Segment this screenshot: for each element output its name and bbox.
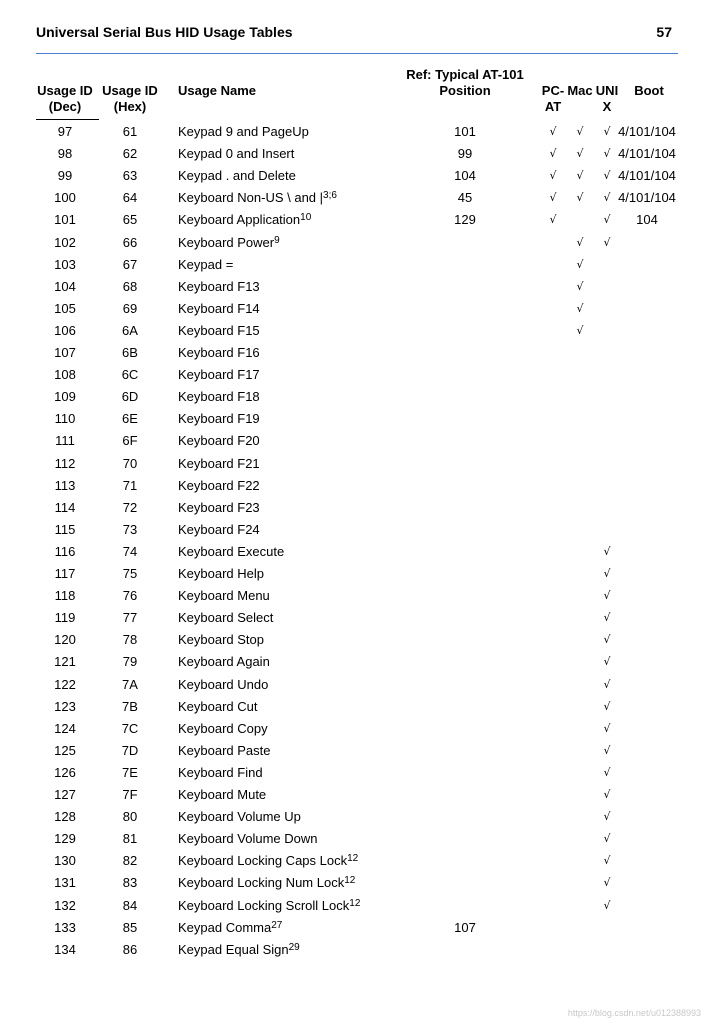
footnote-ref: 3;6 (323, 190, 337, 202)
unix-check: √ (603, 721, 611, 735)
usage-id-hex: 66 (122, 234, 138, 250)
usage-id-dec: 123 (54, 698, 76, 714)
usage-id-hex: 83 (122, 875, 138, 891)
mac-check: √ (576, 301, 584, 315)
usage-name: Keypad 9 and PageUp (178, 124, 309, 139)
usage-id-dec: 109 (54, 389, 76, 405)
table-row (0, 189, 709, 211)
pc-at-check: √ (549, 213, 557, 227)
mac-check: √ (576, 279, 584, 293)
usage-id-dec: 132 (54, 897, 76, 913)
usage-id-dec: 98 (57, 146, 73, 162)
usage-id-hex: 62 (122, 146, 138, 162)
table-row (0, 609, 709, 631)
usage-name: Keyboard Application$^{10}$ (178, 212, 312, 228)
usage-id-hex: 73 (122, 521, 138, 537)
usage-id-dec: 104 (54, 278, 76, 294)
usage-name: Keyboard Power$^9$ (178, 234, 280, 250)
table-row (0, 742, 709, 764)
table-row (0, 897, 709, 919)
boot-value: 4/101/104 (618, 124, 676, 139)
header-ref-position: Ref: Typical AT-101 Position (406, 67, 524, 98)
ref-position: 104 (454, 168, 476, 184)
usage-name: Keyboard Paste (178, 742, 271, 758)
table-row (0, 145, 709, 167)
header-pc-at: PC- AT (541, 83, 565, 114)
usage-name: Keyboard Execute (178, 543, 285, 559)
table-row (0, 786, 709, 808)
usage-name: Keyboard F14 (178, 300, 260, 316)
usage-name: Keypad . and Delete (178, 168, 296, 184)
table-row (0, 543, 709, 565)
usage-id-dec: 105 (54, 300, 76, 316)
page-header (36, 24, 674, 44)
pc-at-check: √ (549, 125, 557, 138)
boot-value: 4/101/104 (618, 168, 676, 184)
usage-name: Keyboard Select (178, 610, 274, 626)
header-unix: UNI X (595, 83, 619, 114)
usage-id-hex: 82 (122, 853, 138, 869)
table-row (0, 432, 709, 454)
usage-id-hex: 6C (121, 367, 139, 383)
ref-position: 129 (454, 212, 476, 228)
watermark: https://blog.csdn.net/u012388993 (567, 1008, 701, 1018)
usage-id-dec: 107 (54, 345, 76, 360)
usage-id-dec: 126 (54, 764, 76, 780)
unix-check: √ (603, 611, 611, 625)
table-row (0, 587, 709, 609)
footnote-ref: 27 (271, 919, 283, 931)
usage-id-dec: 134 (54, 941, 76, 957)
usage-name: Keypad = (178, 256, 234, 272)
unix-check: √ (603, 125, 611, 138)
usage-name: Keyboard F24 (178, 521, 260, 537)
usage-id-dec: 100 (54, 190, 76, 206)
usage-id-dec: 106 (54, 322, 76, 338)
usage-id-hex: 6B (122, 345, 138, 360)
table-row (0, 874, 709, 896)
usage-id-hex: 61 (122, 124, 138, 139)
usage-name: Keyboard Cut (178, 698, 258, 714)
table-row (0, 698, 709, 720)
usage-name: Keypad Comma$^{27}$ (178, 919, 283, 935)
usage-id-dec: 112 (54, 455, 76, 471)
usage-id-hex: 6A (122, 322, 138, 338)
table-row (0, 455, 709, 477)
usage-id-hex: 65 (122, 212, 138, 228)
unix-check: √ (603, 876, 611, 890)
mac-check: √ (576, 147, 584, 161)
usage-id-dec: 101 (54, 212, 76, 228)
usage-name: Keyboard Locking Scroll Lock$^{12}$ (178, 897, 361, 913)
usage-id-hex: 74 (122, 543, 138, 559)
usage-id-dec: 130 (54, 853, 76, 869)
usage-id-dec: 129 (54, 831, 76, 847)
usage-id-dec: 117 (54, 566, 76, 581)
header-usage-id-dec: Usage ID (Dec) (37, 83, 93, 114)
table-row (0, 366, 709, 388)
usage-name: Keyboard F22 (178, 477, 260, 493)
usage-name: Keyboard Volume Down (178, 831, 318, 847)
usage-id-hex: 7E (122, 764, 138, 780)
usage-name: Keyboard Help (178, 566, 264, 581)
usage-id-dec: 114 (54, 499, 76, 515)
unix-check: √ (603, 832, 611, 846)
unix-check: √ (603, 655, 611, 669)
usage-id-hex: 67 (122, 256, 138, 272)
pc-at-check: √ (549, 147, 557, 161)
ref-position: 101 (454, 124, 476, 139)
table-row (0, 521, 709, 543)
pc-at-check: √ (549, 191, 557, 205)
table-row (0, 941, 709, 963)
table-row (0, 565, 709, 587)
unix-check: √ (603, 235, 611, 249)
boot-value: 104 (636, 212, 658, 228)
usage-id-dec: 125 (54, 742, 76, 758)
table-row (0, 808, 709, 830)
table-row (0, 278, 709, 300)
usage-id-dec: 111 (55, 433, 75, 449)
mac-check: √ (576, 257, 584, 271)
usage-id-hex: 64 (122, 190, 138, 206)
usage-name: Keypad Equal Sign$^{29}$ (178, 941, 300, 957)
usage-name: Keyboard Volume Up (178, 809, 301, 825)
usage-id-hex: 7B (122, 698, 138, 714)
usage-id-dec: 103 (54, 256, 76, 272)
footnote-ref: 9 (274, 234, 280, 246)
usage-id-dec: 127 (54, 787, 76, 802)
table-row (0, 256, 709, 278)
unix-check: √ (603, 788, 611, 801)
usage-id-dec: 97 (57, 124, 73, 139)
unix-check: √ (603, 147, 611, 161)
usage-name: Keyboard Non-US \ and $|^{3;6}$ (178, 190, 337, 206)
usage-name: Keyboard Copy (178, 720, 268, 736)
unix-check: √ (603, 743, 611, 757)
usage-name: Keyboard F15 (178, 322, 260, 338)
usage-id-hex: 75 (122, 566, 138, 581)
usage-id-hex: 6D (121, 389, 139, 405)
usage-id-dec: 131 (54, 875, 76, 891)
table-row (0, 410, 709, 432)
table-row (0, 300, 709, 322)
usage-id-hex: 70 (122, 455, 138, 471)
table-row (0, 388, 709, 410)
usage-id-hex: 86 (122, 941, 138, 957)
usage-id-hex: 68 (122, 278, 138, 294)
usage-name: Keyboard F16 (178, 345, 260, 360)
table-row (0, 123, 709, 145)
footnote-ref: 12 (344, 875, 356, 887)
usage-id-hex: 7D (121, 742, 139, 758)
unix-check: √ (603, 677, 611, 691)
usage-id-hex: 78 (122, 632, 138, 648)
mac-check: √ (576, 169, 584, 183)
table-row (0, 322, 709, 344)
ref-position: 99 (457, 146, 473, 162)
usage-name: Keyboard Mute (178, 787, 267, 802)
unix-check: √ (603, 169, 611, 183)
usage-name: Keyboard F23 (178, 499, 260, 515)
unix-check: √ (603, 898, 611, 912)
usage-name: Keyboard Undo (178, 676, 269, 692)
usage-id-hex: 6E (122, 411, 138, 427)
usage-name: Keyboard F17 (178, 367, 260, 383)
header-boot: Boot (634, 83, 664, 98)
usage-id-hex: 6F (122, 433, 138, 449)
ref-position: 107 (454, 919, 476, 935)
header-usage-id-hex: Usage ID (Hex) (102, 83, 158, 114)
table-row (0, 919, 709, 941)
unix-check: √ (603, 765, 611, 779)
usage-name: Keyboard F20 (178, 433, 260, 449)
usage-name: Keyboard F18 (178, 389, 260, 405)
header-mac: Mac (567, 83, 593, 98)
usage-id-dec: 119 (54, 610, 76, 626)
usage-id-dec: 110 (54, 411, 76, 427)
page-number: 57 (656, 24, 672, 40)
usage-id-dec: 121 (54, 654, 76, 670)
mac-check: √ (576, 191, 584, 205)
usage-id-hex: 7A (122, 676, 138, 692)
usage-id-dec: 120 (54, 632, 76, 648)
unix-check: √ (603, 633, 611, 647)
ref-position: 45 (457, 190, 473, 206)
usage-id-hex: 69 (122, 300, 138, 316)
header-rule (36, 53, 678, 54)
usage-id-dec: 113 (54, 477, 76, 493)
usage-id-hex: 81 (122, 831, 138, 847)
table-row (0, 764, 709, 786)
usage-id-hex: 72 (122, 499, 138, 515)
usage-id-dec: 116 (54, 543, 76, 559)
unix-check: √ (603, 854, 611, 868)
usage-id-dec: 133 (54, 919, 76, 935)
usage-id-dec: 118 (54, 588, 76, 604)
table-row (0, 830, 709, 852)
footnote-ref: 10 (300, 212, 312, 224)
table-row (0, 676, 709, 698)
table-row (0, 653, 709, 675)
pc-at-check: √ (549, 169, 557, 183)
usage-id-hex: 79 (122, 654, 138, 670)
document-title: Universal Serial Bus HID Usage Tables (36, 24, 293, 40)
table-row (0, 344, 709, 366)
table-row (0, 631, 709, 653)
usage-name: Keyboard F19 (178, 411, 260, 427)
usage-id-dec: 99 (57, 168, 73, 184)
footnote-ref: 12 (347, 853, 359, 865)
table-row (0, 852, 709, 874)
footnote-ref: 12 (349, 897, 361, 909)
unix-check: √ (603, 213, 611, 227)
usage-name: Keyboard Again (178, 654, 270, 670)
usage-name: Keyboard Stop (178, 632, 265, 648)
unix-check: √ (603, 810, 611, 824)
usage-name: Keyboard Find (178, 764, 263, 780)
usage-id-hex: 7F (122, 787, 138, 802)
usage-id-hex: 76 (122, 588, 138, 604)
table-row (0, 477, 709, 499)
table-row (0, 499, 709, 521)
boot-value: 4/101/104 (618, 190, 676, 206)
usage-id-hex: 80 (122, 809, 138, 825)
usage-id-dec: 108 (54, 367, 76, 383)
usage-id-hex: 77 (122, 610, 138, 626)
usage-name: Keyboard Locking Num Lock$^{12}$ (178, 875, 356, 891)
header-underline (36, 119, 99, 120)
usage-name: Keyboard F13 (178, 278, 260, 294)
table-row (0, 234, 709, 256)
usage-name: Keyboard Menu (178, 588, 270, 604)
footnote-ref: 29 (288, 941, 300, 953)
table-row (0, 167, 709, 189)
unix-check: √ (603, 567, 611, 580)
mac-check: √ (576, 235, 584, 249)
unix-check: √ (603, 191, 611, 205)
usage-name: Keyboard Locking Caps Lock$^{12}$ (178, 853, 359, 869)
usage-name: Keypad 0 and Insert (178, 146, 295, 162)
table-row (0, 211, 709, 233)
usage-id-dec: 115 (54, 521, 76, 537)
table-row (0, 720, 709, 742)
usage-id-hex: 7C (121, 720, 139, 736)
mac-check: √ (576, 323, 584, 337)
usage-id-hex: 85 (122, 919, 138, 935)
unix-check: √ (603, 589, 611, 603)
unix-check: √ (603, 699, 611, 713)
usage-id-hex: 63 (122, 168, 138, 184)
usage-id-dec: 128 (54, 809, 76, 825)
usage-id-dec: 122 (54, 676, 76, 692)
mac-check: √ (576, 125, 584, 138)
usage-id-dec: 102 (54, 234, 76, 250)
usage-name: Keyboard F21 (178, 455, 260, 471)
usage-id-hex: 71 (122, 477, 138, 493)
unix-check: √ (603, 544, 611, 558)
usage-id-hex: 84 (122, 897, 138, 913)
boot-value: 4/101/104 (618, 146, 676, 162)
header-usage-name: Usage Name (178, 83, 257, 98)
usage-id-dec: 124 (54, 720, 76, 736)
